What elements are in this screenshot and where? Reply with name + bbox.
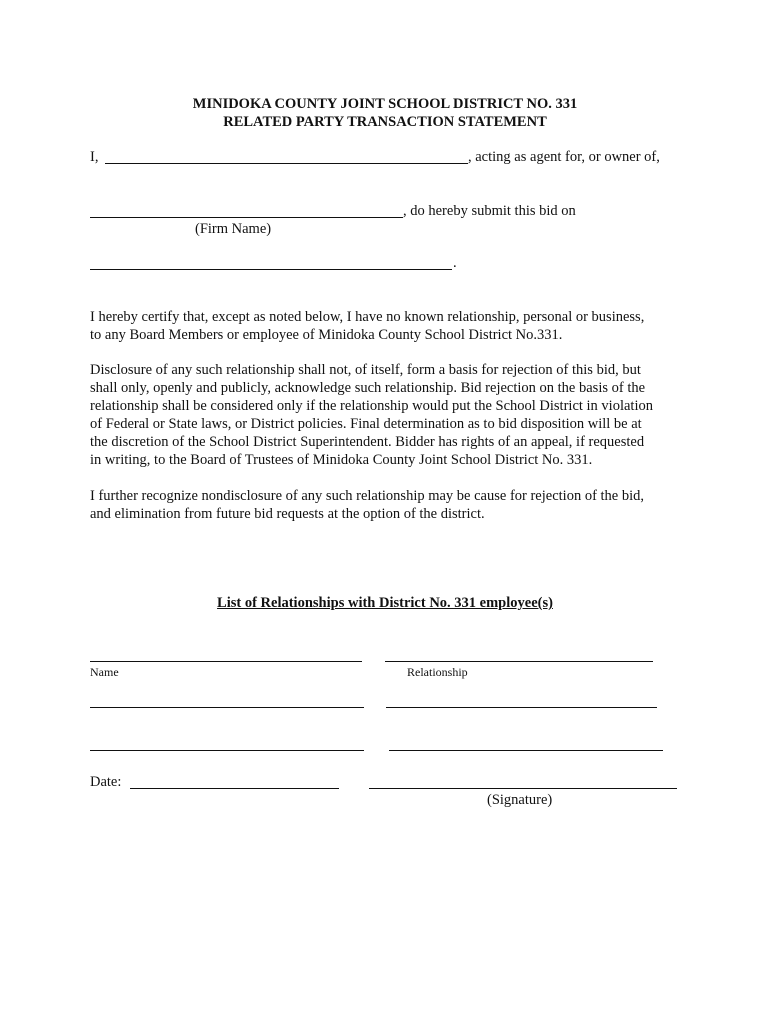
date-field[interactable]	[130, 771, 339, 789]
relationship-name-field-3[interactable]	[90, 732, 364, 750]
name-column-label: Name	[90, 665, 119, 679]
firm-name-field[interactable]	[90, 200, 403, 218]
relationship-type-line-1	[385, 661, 653, 662]
relationships-heading: List of Relationships with District No. 331 employee(s)	[217, 595, 553, 611]
agent-name-field[interactable]	[105, 146, 468, 164]
date-label: Date:	[90, 774, 122, 790]
relationship-name-line-1	[90, 661, 362, 662]
form-title: RELATED PARTY TRANSACTION STATEMENT	[223, 114, 547, 130]
relationship-name-field-1[interactable]	[90, 643, 362, 661]
firm-suffix: , do hereby submit this bid on	[403, 203, 576, 219]
relationship-name-field-2[interactable]	[90, 689, 364, 707]
nondisclosure-paragraph: I further recognize nondisclosure of any such relationship may be cause for rejection of the bid, and elimination from future bid requests at the option of the district.	[90, 488, 645, 522]
certification-paragraph: I hereby certify that, except as noted below, I have no known relationship, personal or business, to any Board Members or employee of Minidoka County School District No.331.	[90, 309, 645, 343]
disclosure-paragraph: Disclosure of any such relationship shall not, of itself, form a basis for rejection of this bid, but shall only, openly and publicly, acknowledge such relationship. Bid rejection on the basis of the relationship shall be considered only if the relationship would put the School District in violation of Federal or State laws, or District policies. Final determination as to bid disposition will be at the discretion of the School District Superintendent. Bidder has rights of an appeal, if requested in writing, to the Board of Trustees of Minidoka County Joint School District No. 331.	[90, 362, 653, 468]
agent-prefix: I,	[90, 149, 99, 165]
relationship-name-line-3	[90, 750, 364, 751]
relationship-type-line-2	[386, 707, 657, 708]
relationship-column-label: Relationship	[407, 665, 468, 679]
signature-caption: (Signature)	[487, 792, 553, 808]
signature-field[interactable]	[369, 771, 677, 789]
agent-suffix: , acting as agent for, or owner of,	[468, 149, 660, 165]
bid-description-field[interactable]	[90, 252, 452, 270]
relationship-name-line-2	[90, 707, 364, 708]
district-title: MINIDOKA COUNTY JOINT SCHOOL DISTRICT NO. 331	[192, 96, 578, 112]
relationship-type-line-3	[389, 750, 663, 751]
relationship-type-field-2[interactable]	[386, 689, 657, 707]
relationship-type-field-1[interactable]	[385, 643, 653, 661]
firm-name-caption: (Firm Name)	[195, 221, 272, 237]
bid-period: .	[453, 255, 457, 271]
relationship-type-field-3[interactable]	[389, 732, 663, 750]
